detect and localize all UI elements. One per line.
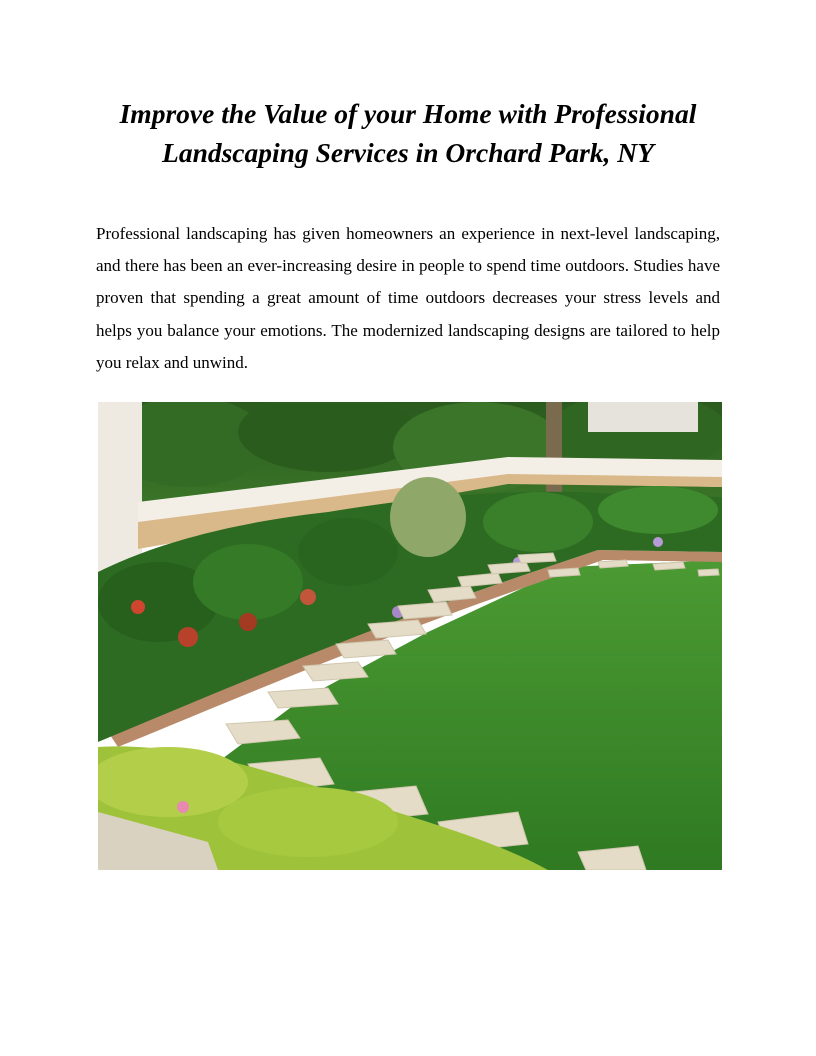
body-paragraph: Professional landscaping has given homeowners an experience in next-level landscaping, and there has been an ever-increasing desire in people to spend time outdoors. Studies have proven that spending a great amount of time outdoors decreases your stress levels and helps you balance your emotions. The modernized landscaping designs are tailored to help you relax and unwind.: [96, 224, 720, 372]
distant-building: [588, 402, 698, 432]
wall-pillar: [98, 402, 142, 572]
garden-photo: [98, 402, 722, 870]
page-title: Improve the Value of your Home with Professional Landscaping Services in Orchard Park, NY: [119, 98, 697, 168]
